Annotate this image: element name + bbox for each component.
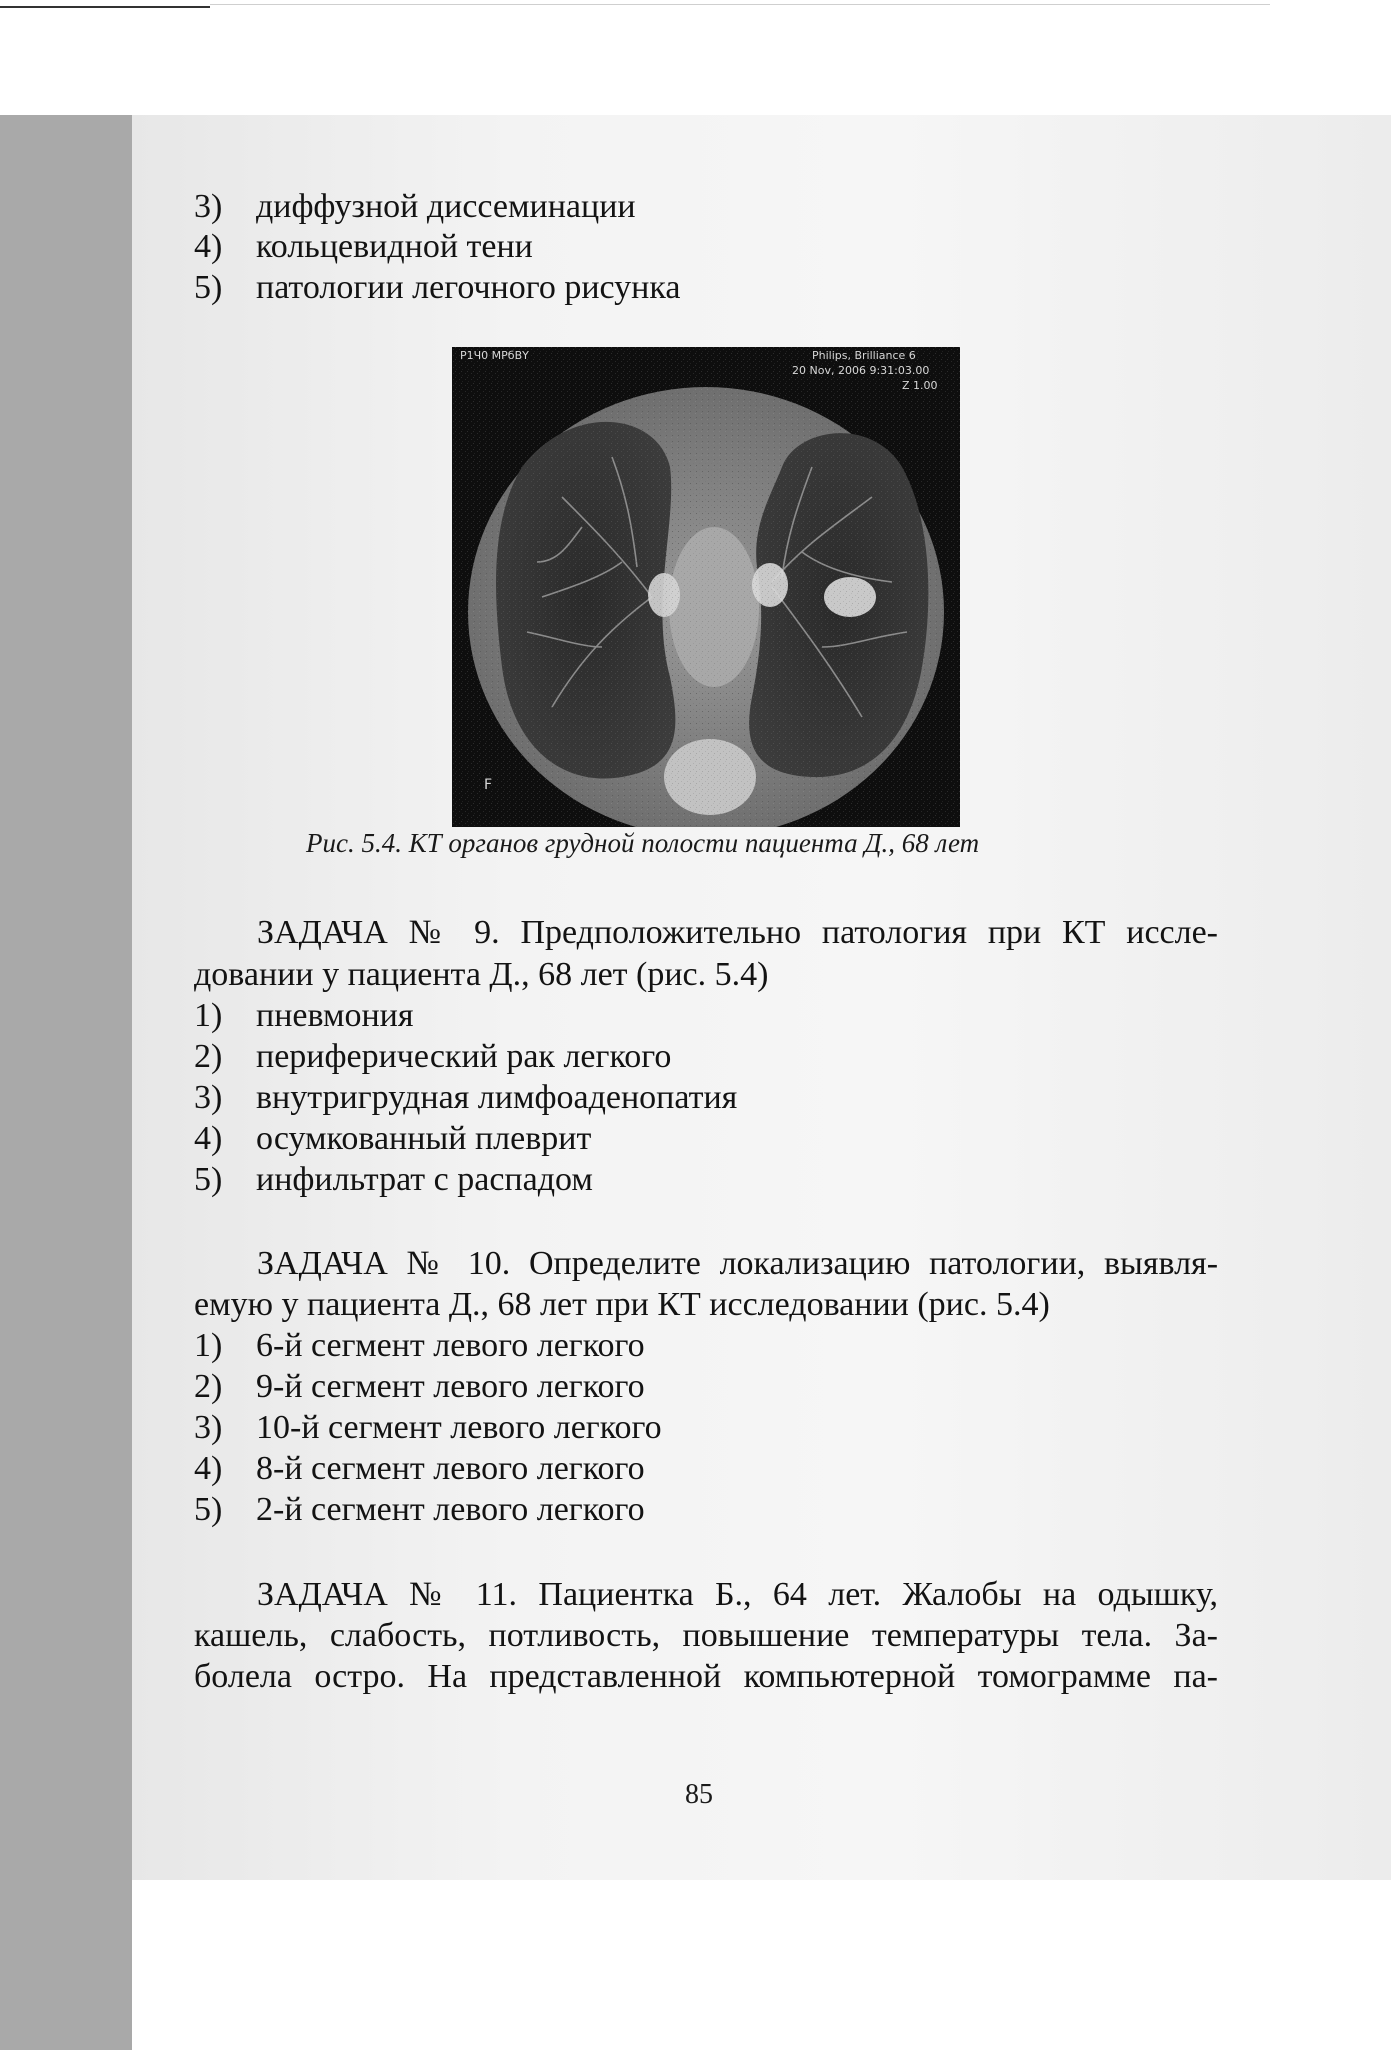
answer-option: 5) инфильтрат с распадом [194,1161,593,1198]
ct-chest-image [452,347,960,827]
ct-scanner-label: Philips, Brilliance 6 [812,349,916,362]
ct-marker: F [484,777,493,793]
answer-option: 3) внутригрудная лимфоаденопатия [194,1079,738,1116]
answer-option: 3) 10-й сегмент левого легкого [194,1409,662,1446]
ct-z-label: Z 1.00 [902,379,938,392]
ct-date-label: 20 Nov, 2006 9:31:03.00 [792,364,930,377]
figure-caption: Рис. 5.4. КТ органов грудной полости пациента Д., 68 лет [306,828,980,858]
task-heading-line: ЗАДАЧА № 10. Определите локализацию патологии, выявля- [257,1245,1219,1282]
answer-option: 2) периферический рак легкого [194,1038,672,1075]
ct-scan-graphic [452,347,960,827]
answer-option: 2) 9-й сегмент левого легкого [194,1368,645,1405]
list-item: 4) кольцевидной тени [194,228,533,265]
answer-option: 4) 8-й сегмент левого легкого [194,1450,645,1487]
answer-option: 1) 6-й сегмент левого легкого [194,1327,645,1364]
page-number: 85 [685,1779,713,1810]
task-text-line: болела остро. На представленной компьютерной томограмме па- [194,1658,1218,1695]
answer-option: 1) пневмония [194,997,414,1034]
list-item: 3) диффузной диссеминации [194,188,636,225]
task-text-line: довании у пациента Д., 68 лет (рис. 5.4) [194,956,769,993]
ct-header-left: Р1Ч0 МРбВY [460,349,529,362]
task-heading-line: ЗАДАЧА № 11. Пациентка Б., 64 лет. Жалобы на одышку, [257,1576,1219,1613]
answer-option: 5) 2-й сегмент левого легкого [194,1491,645,1528]
task-text-line: кашель, слабость, потливость, повышение температуры тела. За- [194,1617,1218,1654]
task-heading-line: ЗАДАЧА № 9. Предположительно патология при КТ иссле- [257,914,1219,951]
answer-option: 4) осумкованный плеврит [194,1120,592,1157]
list-item: 5) патологии легочного рисунка [194,269,681,306]
task-text-line: емую у пациента Д., 68 лет при КТ исследовании (рис. 5.4) [194,1286,1050,1323]
